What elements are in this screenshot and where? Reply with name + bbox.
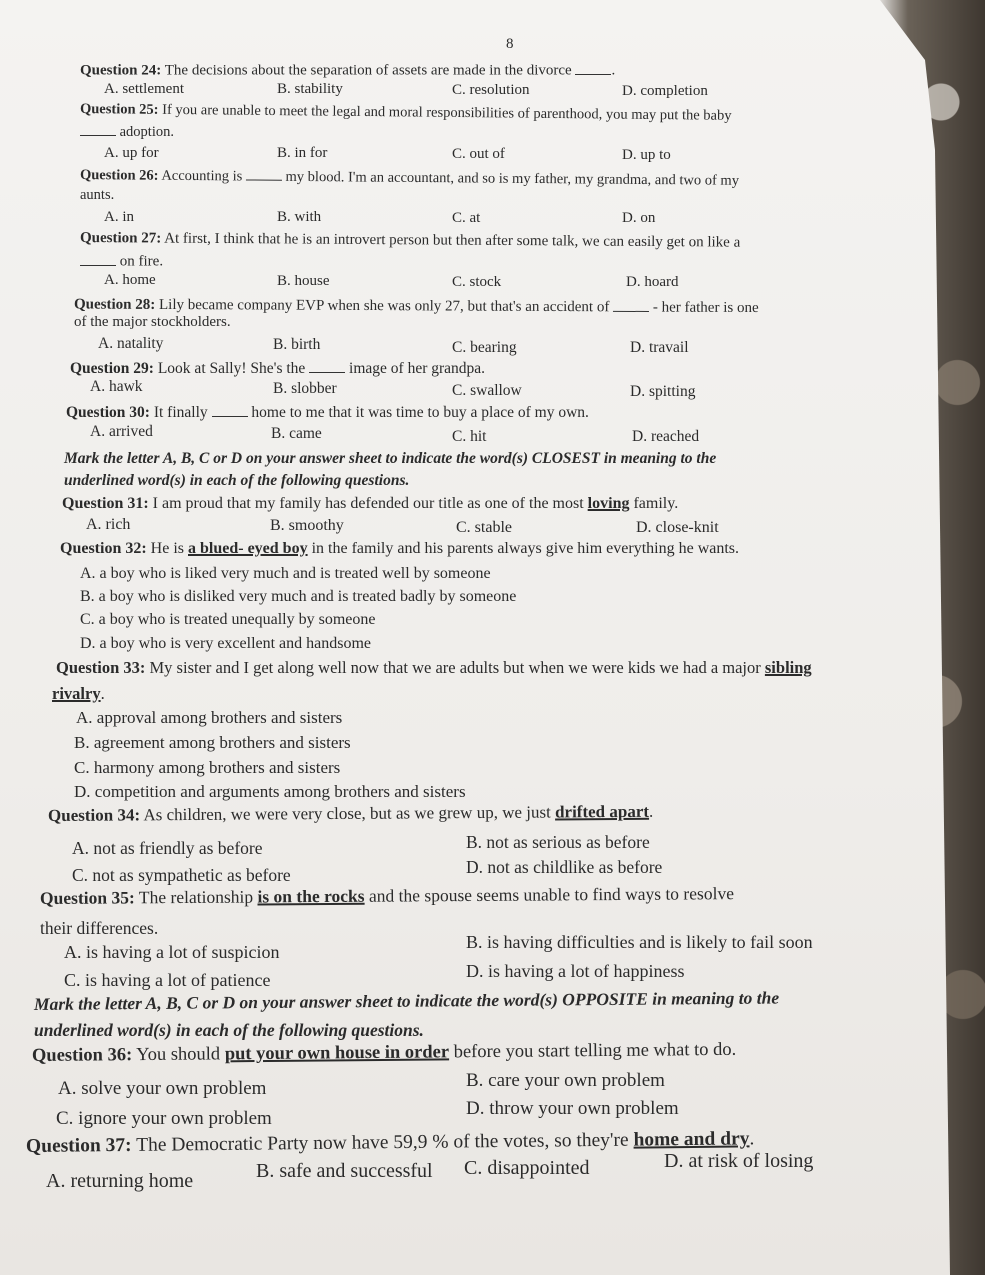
q30-option-a[interactable]: A. arrived: [90, 423, 153, 440]
q37-option-c[interactable]: C. disappointed: [464, 1157, 590, 1179]
q25-option-d[interactable]: D. up to: [622, 147, 671, 163]
instruction-closest-line1: Mark the letter A, B, C or D on your answer sheet to indicate the word(s) CLOSEST in meaning to the: [64, 450, 717, 467]
q31-option-d[interactable]: D. close-knit: [636, 519, 719, 536]
q27-option-b[interactable]: B. house: [277, 273, 330, 289]
q26-option-d[interactable]: D. on: [622, 210, 656, 226]
q27-option-c[interactable]: C. stock: [452, 274, 502, 290]
question-28: Question 28: Lily became company EVP when she was only 27, but that's an accident of - her father is one: [73, 296, 759, 317]
q26-option-a[interactable]: A. in: [104, 209, 134, 225]
q37-option-d[interactable]: D. at risk of losing: [664, 1150, 814, 1172]
q30-option-d[interactable]: D. reached: [632, 428, 700, 445]
q34-option-c[interactable]: C. not as sympathetic as before: [72, 865, 291, 885]
question-27-cont: on fire.: [80, 251, 163, 271]
q24-option-a[interactable]: A. settlement: [104, 81, 184, 97]
q29-option-c[interactable]: C. swallow: [452, 382, 522, 399]
question-26: Question 26: Accounting is my blood. I'm an accountant, and so is my father, my grandma, and two of my: [79, 167, 740, 189]
question-30: Question 30: It finally home to me that it was time to buy a place of my own.: [66, 403, 589, 421]
q32-option-a[interactable]: A. a boy who is liked very much and is treated well by someone: [80, 565, 491, 582]
question-34: Question 34: As children, we were very close, but as we grew up, we just drifted apart.: [47, 801, 654, 825]
q36-option-b[interactable]: B. care your own problem: [466, 1070, 665, 1091]
q33-option-b[interactable]: B. agreement among brothers and sisters: [74, 733, 351, 752]
q36-option-d[interactable]: D. throw your own problem: [466, 1098, 679, 1119]
q36-option-c[interactable]: C. ignore your own problem: [56, 1108, 272, 1129]
q26-option-b[interactable]: B. with: [277, 209, 322, 225]
q33-option-d[interactable]: D. competition and arguments among brothers and sisters: [74, 782, 466, 801]
q28-option-a[interactable]: A. natality: [98, 335, 164, 352]
q35-option-c[interactable]: C. is having a lot of patience: [64, 970, 271, 990]
q27-option-d[interactable]: D. hoard: [626, 274, 679, 290]
q28-option-d[interactable]: D. travail: [630, 339, 689, 356]
question-33: Question 33: My sister and I get along well now that we are adults but when we were kids we had a major sibling: [56, 658, 812, 677]
q33-option-a[interactable]: A. approval among brothers and sisters: [76, 708, 343, 727]
q31-option-a[interactable]: A. rich: [86, 516, 131, 533]
question-25-cont: adoption.: [80, 122, 174, 141]
q27-option-a[interactable]: A. home: [104, 272, 156, 288]
question-28-cont: of the major stockholders.: [74, 314, 231, 330]
q28-option-b[interactable]: B. birth: [273, 336, 321, 353]
q35-option-b[interactable]: B. is having difficulties and is likely to fail soon: [466, 932, 813, 952]
q24-option-b[interactable]: B. stability: [277, 81, 343, 97]
q29-option-a[interactable]: A. hawk: [90, 378, 143, 395]
instruction-opposite-line1: Mark the letter A, B, C or D on your answer sheet to indicate the word(s) OPPOSITE in meaning to the: [33, 987, 780, 1014]
question-37: Question 37: The Democratic Party now have 59,9 % of the votes, so they're home and dry.: [25, 1128, 755, 1157]
question-35-cont: their differences.: [40, 918, 159, 938]
q32-option-d[interactable]: D. a boy who is very excellent and handsome: [80, 635, 372, 652]
q34-option-a[interactable]: A. not as friendly as before: [72, 838, 263, 858]
instruction-opposite-line2: underlined word(s) in each of the following questions.: [34, 1020, 424, 1040]
q34-option-d[interactable]: D. not as childlike as before: [466, 857, 663, 877]
question-31: Question 31: I am proud that my family has defended our title as one of the most loving family.: [62, 495, 679, 512]
q37-option-b[interactable]: B. safe and successful: [256, 1160, 433, 1182]
q25-option-b[interactable]: B. in for: [277, 145, 328, 161]
question-26-cont: aunts.: [80, 187, 115, 203]
q32-option-b[interactable]: B. a boy who is disliked very much and is treated badly by someone: [80, 588, 517, 605]
q35-option-a[interactable]: A. is having a lot of suspicion: [64, 942, 280, 962]
q29-option-b[interactable]: B. slobber: [273, 380, 337, 397]
q28-option-c[interactable]: C. bearing: [452, 339, 517, 356]
q33-option-c[interactable]: C. harmony among brothers and sisters: [74, 758, 341, 777]
q35-option-d[interactable]: D. is having a lot of happiness: [466, 961, 685, 981]
q26-option-c[interactable]: C. at: [452, 210, 481, 226]
q24-option-d[interactable]: D. completion: [622, 83, 708, 99]
q29-option-d[interactable]: D. spitting: [630, 383, 696, 400]
q24-option-c[interactable]: C. resolution: [452, 82, 530, 98]
question-27: Question 27: At first, I think that he is an introvert person but then after some talk, we can easily get on like a: [79, 230, 741, 251]
q30-option-b[interactable]: B. came: [271, 425, 322, 442]
q34-option-b[interactable]: B. not as serious as before: [466, 832, 650, 852]
question-32: Question 32: He is a blued- eyed boy in the family and his parents always give him everything he wants.: [60, 540, 740, 557]
question-33-cont: rivalry.: [52, 684, 105, 703]
q31-option-b[interactable]: B. smoothy: [270, 517, 344, 534]
question-36: Question 36: You should put your own house in order before you start telling me what to do.: [31, 1039, 737, 1066]
question-35: Question 35: The relationship is on the rocks and the spouse seems unable to find ways to resolve: [39, 883, 735, 908]
page-number: 8: [506, 36, 514, 52]
instruction-closest-line2: underlined word(s) in each of the following questions.: [64, 472, 410, 489]
q36-option-a[interactable]: A. solve your own problem: [58, 1078, 267, 1099]
q30-option-c[interactable]: C. hit: [452, 428, 487, 445]
question-29: Question 29: Look at Sally! She's the image of her grandpa.: [70, 359, 486, 377]
q32-option-c[interactable]: C. a boy who is treated unequally by someone: [80, 611, 376, 628]
q25-option-a[interactable]: A. up for: [104, 145, 159, 161]
question-24: Question 24: The decisions about the separation of assets are made in the divorce .: [80, 60, 615, 80]
q31-option-c[interactable]: C. stable: [456, 519, 512, 536]
question-25: Question 25: If you are unable to meet the legal and moral responsibilities of parenthood, you may put the baby: [79, 101, 732, 124]
q37-option-a[interactable]: A. returning home: [46, 1170, 194, 1192]
q25-option-c[interactable]: C. out of: [452, 146, 505, 162]
